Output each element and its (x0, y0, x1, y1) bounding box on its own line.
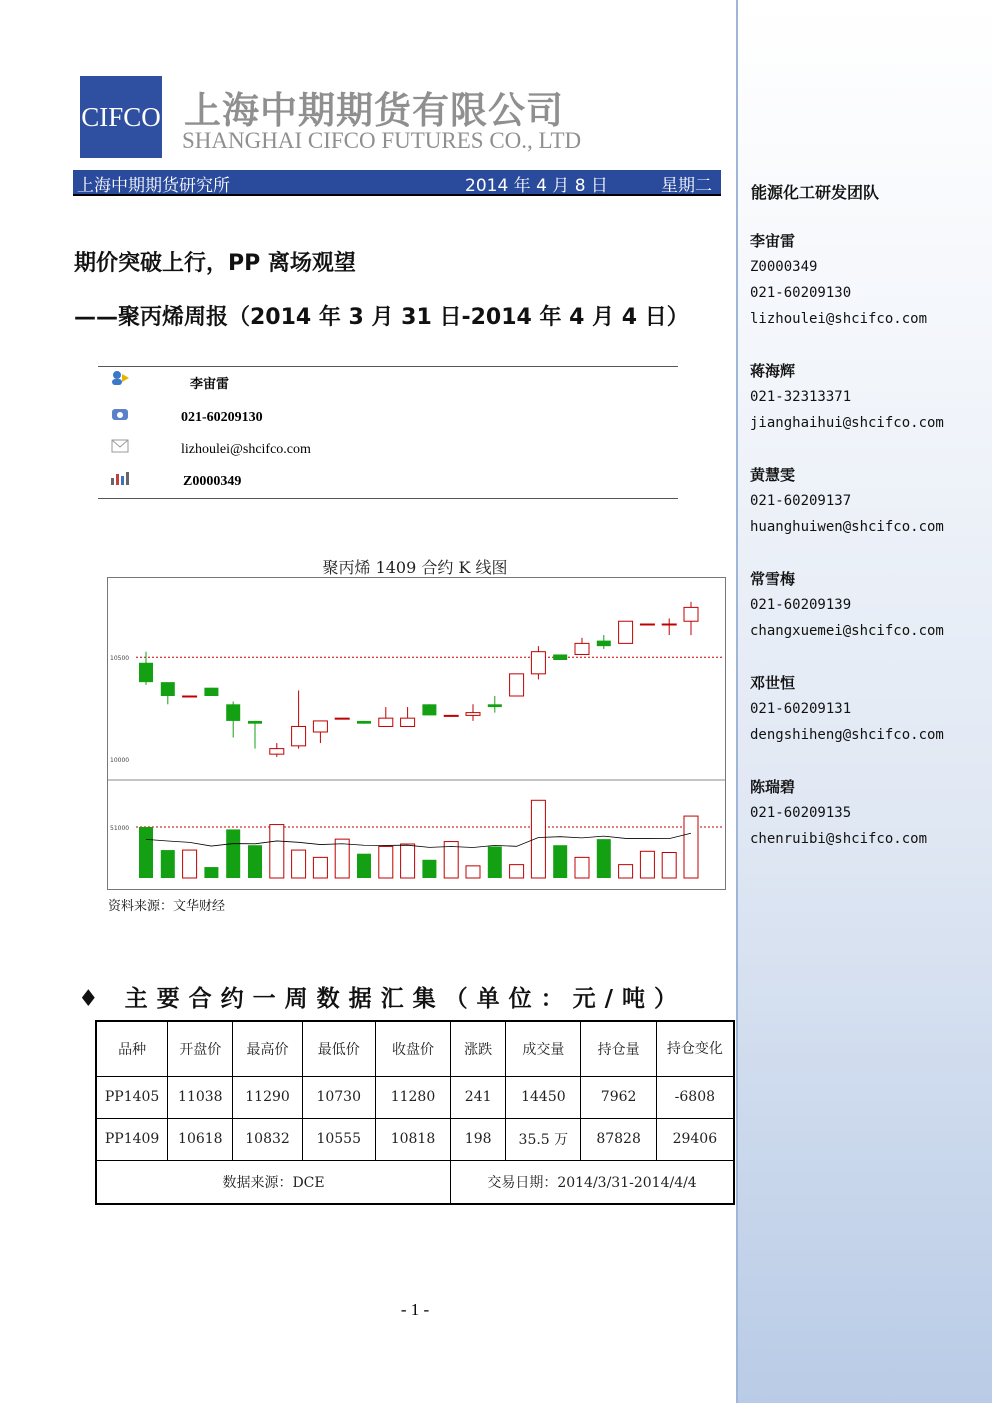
table-header: 品种 (96, 1021, 168, 1076)
candle-body (444, 715, 458, 716)
volume-bar (248, 845, 262, 878)
contract-data-table (95, 1020, 735, 1205)
volume-bar (313, 857, 327, 878)
sidebar-member-detail: chenruibi@shcifco.com (750, 831, 928, 847)
volume-bar (204, 867, 218, 878)
table-cell: 14450 (506, 1076, 581, 1118)
report-subtitle: ——聚丙烯周报（2014 年 3 月 31 日-2014 年 4 月 4 日） (74, 305, 689, 330)
sidebar-member (750, 358, 944, 436)
volume-bar (270, 825, 284, 878)
volume-bar (597, 839, 611, 878)
table-cell: 10730 (302, 1076, 375, 1118)
volume-bar (292, 850, 306, 878)
table-cell: 10832 (233, 1118, 302, 1160)
candle-body (422, 704, 436, 715)
phone-icon (110, 406, 130, 422)
table-footer-date: 交易日期：2014/3/31-2014/4/4 (451, 1160, 734, 1204)
candle-body (401, 718, 415, 726)
contact-email: lizhoulei@shcifco.com (181, 442, 311, 457)
contact-license: Z0000349 (183, 474, 242, 489)
table-header: 开盘价 (168, 1021, 233, 1076)
mail-icon (110, 438, 130, 454)
chart-source: 资料来源：文华财经 (108, 899, 226, 914)
y-tick-label: 10500 (110, 655, 130, 663)
candle-body (292, 726, 306, 745)
candle-body (619, 621, 633, 643)
candle-body (226, 704, 240, 721)
volume-bar (510, 865, 524, 878)
table-cell: 29406 (656, 1118, 734, 1160)
candle-body (161, 682, 175, 696)
volume-bar (183, 850, 197, 878)
candle-body (684, 607, 698, 621)
page-number: - 1 - (400, 1300, 430, 1319)
table-cell: 11038 (168, 1076, 233, 1118)
candle-body (248, 721, 262, 724)
table-footer-source: 数据来源：DCE (96, 1160, 451, 1204)
sidebar-member-detail: 021-60209131 (750, 701, 852, 717)
sidebar-member-name: 常雪梅 (750, 570, 796, 588)
table-cell: -6808 (656, 1076, 734, 1118)
sidebar-member (750, 670, 944, 748)
report-date: 2014 年 4 月 8 日 (465, 176, 608, 196)
volume-bar (662, 853, 676, 879)
table-header: 成交量 (506, 1021, 581, 1076)
candle-body (553, 654, 567, 660)
volume-bar (619, 865, 633, 878)
company-name-cn: 上海中期期货有限公司 (184, 89, 564, 132)
sidebar-member-detail: 021-32313371 (750, 389, 852, 405)
table-cell: 10618 (168, 1118, 233, 1160)
volume-bar (226, 829, 240, 878)
candle-body (662, 624, 676, 625)
sidebar-member-detail: Z0000349 (750, 259, 818, 275)
volume-bar (575, 857, 589, 878)
candle-body (313, 721, 327, 732)
sidebar (736, 0, 992, 1403)
volume-bar (379, 846, 393, 878)
contact-phone: 021-60209130 (181, 410, 263, 425)
table-header: 收盘价 (375, 1021, 450, 1076)
sidebar-member-detail: huanghuiwen@shcifco.com (750, 519, 944, 535)
volume-bar (640, 851, 654, 878)
table-cell: 7962 (581, 1076, 656, 1118)
report-weekday: 星期二 (661, 176, 712, 196)
volume-tick-label: 51000 (110, 825, 130, 832)
sidebar-member (750, 774, 927, 852)
kline-chart (107, 577, 726, 890)
volume-bar (357, 854, 371, 878)
volume-bar (488, 846, 502, 878)
sidebar-member-detail: changxuemei@shcifco.com (750, 623, 944, 639)
candle-body (270, 749, 284, 755)
table-header: 最低价 (302, 1021, 375, 1076)
table-cell: PP1409 (96, 1118, 168, 1160)
chart-icon (110, 470, 130, 486)
sidebar-member-detail: dengshiheng@shcifco.com (750, 727, 944, 743)
candle-body (335, 718, 349, 719)
sidebar-member-name: 陈瑞碧 (750, 778, 796, 796)
sidebar-member (750, 462, 944, 540)
y-tick-label: 10000 (110, 757, 130, 764)
table-footer-row (96, 1160, 734, 1204)
sidebar-member-detail: 021-60209135 (750, 805, 852, 821)
table-cell: 241 (451, 1076, 506, 1118)
table-cell: 11290 (233, 1076, 302, 1118)
header-bar (73, 170, 721, 196)
volume-bar (553, 845, 567, 878)
sidebar-member-name: 蒋海辉 (750, 362, 796, 380)
table-cell: 35.5 万 (506, 1118, 581, 1160)
candle-body (597, 641, 611, 647)
company-logo: CIFCO (80, 76, 162, 158)
sidebar-member-detail: 021-60209130 (750, 285, 852, 301)
candle-body (466, 713, 480, 716)
table-cell: 198 (451, 1118, 506, 1160)
sidebar-member-name: 黄慧雯 (750, 466, 796, 484)
table-cell: 11280 (375, 1076, 450, 1118)
sidebar-member-name: 李宙雷 (750, 232, 796, 250)
candle-body (510, 674, 524, 696)
table-header-row (96, 1021, 734, 1076)
candle-body (640, 624, 654, 625)
sidebar-member-detail: 021-60209139 (750, 597, 852, 613)
table-cell: 10818 (375, 1118, 450, 1160)
sidebar-team-title: 能源化工研发团队 (751, 183, 880, 202)
candle-body (488, 704, 502, 707)
contact-name: 李宙雷 (190, 377, 230, 392)
candle-body (183, 696, 197, 697)
contact-divider-top (98, 366, 678, 367)
sidebar-member (750, 228, 927, 332)
report-title: 期价突破上行，PP 离场观望 (74, 251, 356, 276)
candle-body (139, 663, 153, 682)
sidebar-member-detail: lizhoulei@shcifco.com (750, 311, 928, 327)
chart-title: 聚丙烯 1409 合约 K 线图 (322, 558, 508, 577)
volume-bar (466, 866, 480, 878)
person-icon (110, 370, 130, 386)
candle-body (379, 718, 393, 726)
table-header: 持仓量 (581, 1021, 656, 1076)
section-title: ♦ 主要合约一周数据汇集（单位：元/吨） (78, 986, 687, 1012)
volume-bar (422, 860, 436, 878)
candle-body (575, 643, 589, 654)
table-header: 持仓变化 (656, 1021, 734, 1076)
volume-bar (139, 827, 153, 878)
volume-bar (684, 816, 698, 878)
sidebar-member-name: 邓世恒 (750, 674, 796, 692)
sidebar-member-detail: 021-60209137 (750, 493, 852, 509)
table-cell: PP1405 (96, 1076, 168, 1118)
candle-body (531, 652, 545, 674)
sidebar-member-detail: jianghaihui@shcifco.com (750, 415, 944, 431)
table-header: 最高价 (233, 1021, 302, 1076)
kline-chart-svg (108, 578, 725, 889)
contact-divider-bottom (98, 498, 678, 499)
institute-name: 上海中期期货研究所 (77, 176, 230, 196)
volume-bar (401, 844, 415, 878)
volume-bar (161, 850, 175, 878)
volume-bar (335, 839, 349, 878)
company-name-en: SHANGHAI CIFCO FUTURES CO., LTD (182, 128, 582, 153)
table-header: 涨跌 (451, 1021, 506, 1076)
table-row (96, 1076, 734, 1118)
table-cell: 87828 (581, 1118, 656, 1160)
candle-body (357, 721, 371, 724)
table-row (96, 1118, 734, 1160)
candle-body (204, 688, 218, 696)
table-cell: 10555 (302, 1118, 375, 1160)
